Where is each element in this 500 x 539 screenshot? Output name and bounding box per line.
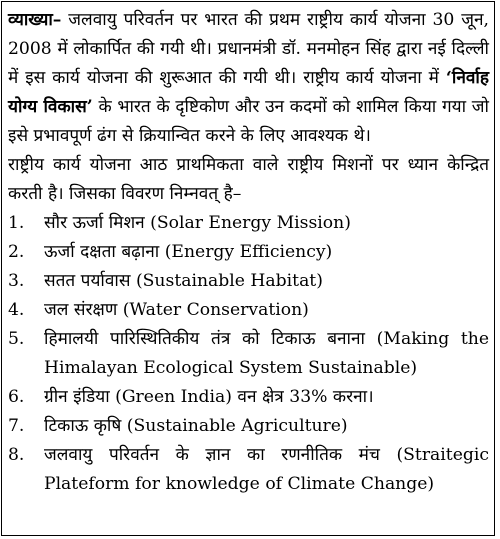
list-number: 7. <box>8 416 25 436</box>
missions-intro: राष्ट्रीय कार्य योजना आठ प्राथमिकता वाले राष्ट्रीय मिशनों पर ध्यान केन्द्रित करती है। जिसका विवरण निम्नवत् है– <box>8 155 489 204</box>
explanation-label: व्याख्या– <box>8 10 62 30</box>
list-item <box>8 412 489 441</box>
list-text: सतत पर्यावास (Sustainable Habitat) <box>44 271 323 291</box>
list-item <box>8 209 489 238</box>
list-number: 8. <box>8 445 25 465</box>
list-text: हिमालयी पारिस्थितिकीय तंत्र को टिकाऊ बनाना (Making the Himalayan Ecological System Sustainable) <box>44 329 489 378</box>
list-item <box>8 441 489 499</box>
list-text: जल संरक्षण (Water Conservation) <box>44 300 309 320</box>
list-text: टिकाऊ कृषि (Sustainable Agriculture) <box>44 416 348 436</box>
list-number: 4. <box>8 300 25 320</box>
list-item <box>8 383 489 412</box>
text-box <box>1 1 495 536</box>
explanation-text-a: जलवायु परिवर्तन पर भारत की प्रथम राष्ट्रीय कार्य योजना 30 जून, 2008 में लोकार्पित की गयी थी। प्रधानमंत्री डॉ. मनमोहन सिंह द्वारा नई दिल्ली में इस कार्य योजना की शुरूआत की गयी थी। राष्ट्रीय कार्य योजना में <box>8 10 489 88</box>
list-item <box>8 238 489 267</box>
list-text: ऊर्जा दक्षता बढ़ाना (Energy Efficiency) <box>44 242 333 262</box>
list-number: 6. <box>8 387 25 407</box>
list-number: 3. <box>8 271 25 291</box>
list-item <box>8 296 489 325</box>
explanation-paragraph <box>8 6 489 151</box>
missions-list <box>8 209 489 499</box>
list-item <box>8 325 489 383</box>
list-text: जलवायु परिवर्तन के ज्ञान का रणनीतिक मंच (Straitegic Plateform for knowledge of Climate Change) <box>44 445 489 494</box>
highlight-term: ‘निर्वाह योग्य विकास’ <box>8 68 489 117</box>
list-text: सौर ऊर्जा मिशन (Solar Energy Mission) <box>44 213 351 233</box>
list-item <box>8 267 489 296</box>
list-text: ग्रीन इंडिया (Green India) वन क्षेत्र 33% करना। <box>44 387 374 407</box>
list-number: 2. <box>8 242 25 262</box>
list-number: 5. <box>8 329 25 349</box>
list-number: 1. <box>8 213 25 233</box>
explanation-text-b: के भारत के दृष्टिकोण और उन कदमों को शामिल किया गया जो इसे प्रभावपूर्ण ढंग से क्रियान्वित करने के लिए आवश्यक थे। <box>8 97 489 146</box>
